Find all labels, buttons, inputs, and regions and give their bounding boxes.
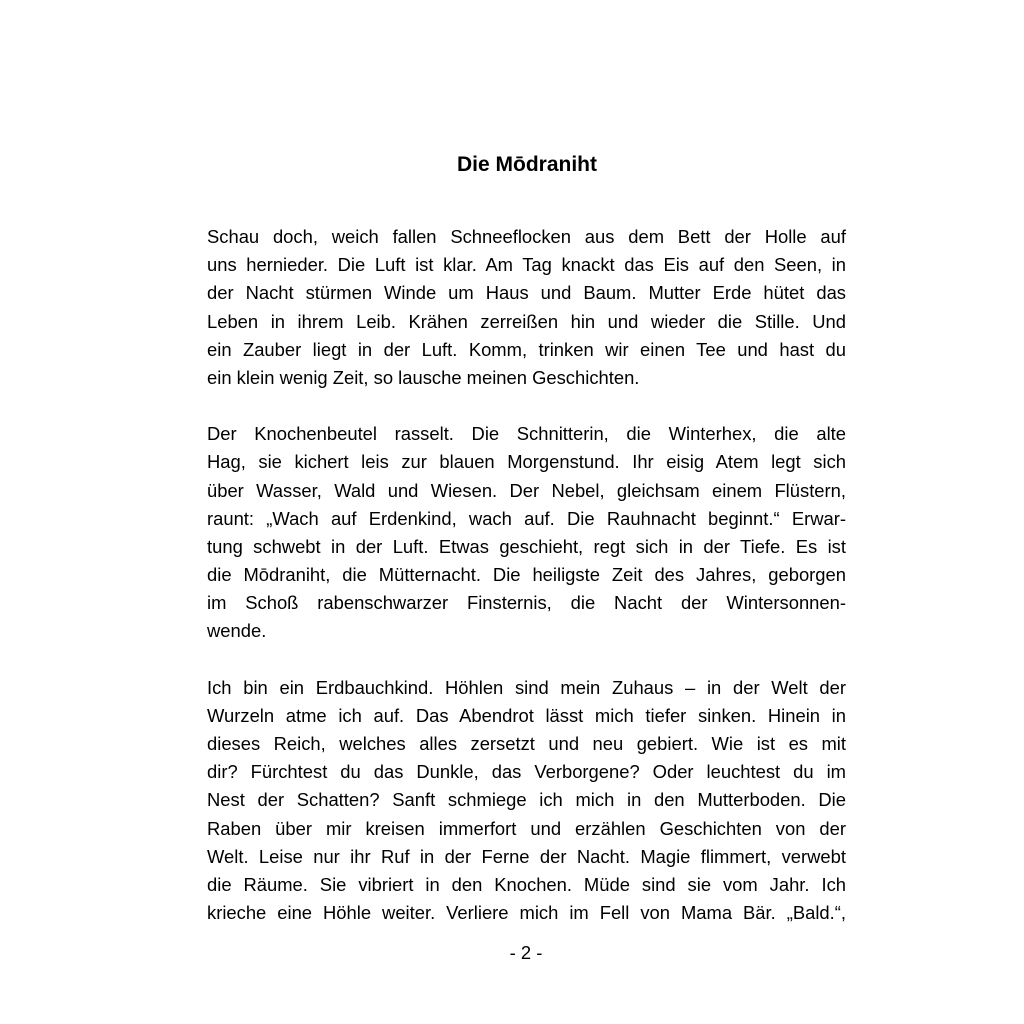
text-line: Schau doch, weich fallen Schneeflocken aus dem Bett der Holle auf [207,226,846,247]
text-line: über Wasser, Wald und Wiesen. Der Nebel, gleichsam einem Flüstern, [207,479,846,501]
text-line: Welt. Leise nur ihr Ruf in der Ferne der Nacht. Magie flimmert, verwebt [207,845,846,867]
text-line: Ich bin ein Erdbauchkind. Höhlen sind mein Zuhaus – in der Welt der [207,676,846,698]
text-line: Nest der Schatten? Sanft schmiege ich mich in den Mutterboden. Die [207,789,846,811]
text-line: die Mōdraniht, die Mütternacht. Die heiligste Zeit des Jahres, geborgen [207,564,846,586]
text-line: ein Zauber liegt in der Luft. Komm, trinken wir einen Tee und hast du [207,338,846,360]
text-line: Raben über mir kreisen immerfort und erzählen Geschichten von der [207,817,846,839]
text-line: raunt: „Wach auf Erdenkind, wach auf. Die Rauhnacht beginnt.“ Erwar- [207,507,846,529]
text-line: krieche eine Höhle weiter. Verliere mich im Fell von Mama Bär. „Bald.“, [207,902,846,924]
paragraph-2 [207,420,846,646]
text-line: Wurzeln atme ich auf. Das Abendrot lässt mich tiefer sinken. Hinein in [207,704,846,726]
text-line: wende. [207,620,267,642]
text-line: Der Knochenbeutel rasselt. Die Schnitterin, die Winterhex, die alte [207,423,846,445]
text-line: dir? Fürchtest du das Dunkle, das Verborgene? Oder leuchtest du im [207,761,846,783]
text-line: Leben in ihrem Leib. Krähen zerreißen hin und wieder die Stille. Und [207,310,846,332]
page-number: - 2 - [509,942,543,963]
page-title: Die Mōdraniht [457,153,597,176]
text-line: die Räume. Sie vibriert in den Knochen. Müde sind sie vom Jahr. Ich [207,873,846,895]
text-line: der Nacht stürmen Winde um Haus und Baum. Mutter Erde hütet das [207,282,846,304]
body-text [207,223,846,955]
text-line: Hag, sie kichert leis zur blauen Morgenstund. Ihr eisig Atem legt sich [207,451,846,473]
paragraph-3 [207,674,846,928]
text-line: ein klein wenig Zeit, so lausche meinen Geschichten. [207,366,640,388]
text-line: tung schwebt in der Luft. Etwas geschieht, regt sich in der Tiefe. Es ist [207,535,846,557]
paragraph-1 [207,223,846,392]
text-line: im Schoß rabenschwarzer Finsternis, die Nacht der Wintersonnen- [207,592,846,614]
text-line: uns hernieder. Die Luft ist klar. Am Tag knackt das Eis auf den Seen, in [207,254,846,276]
text-line: dieses Reich, welches alles zersetzt und neu gebiert. Wie ist es mit [207,733,846,754]
